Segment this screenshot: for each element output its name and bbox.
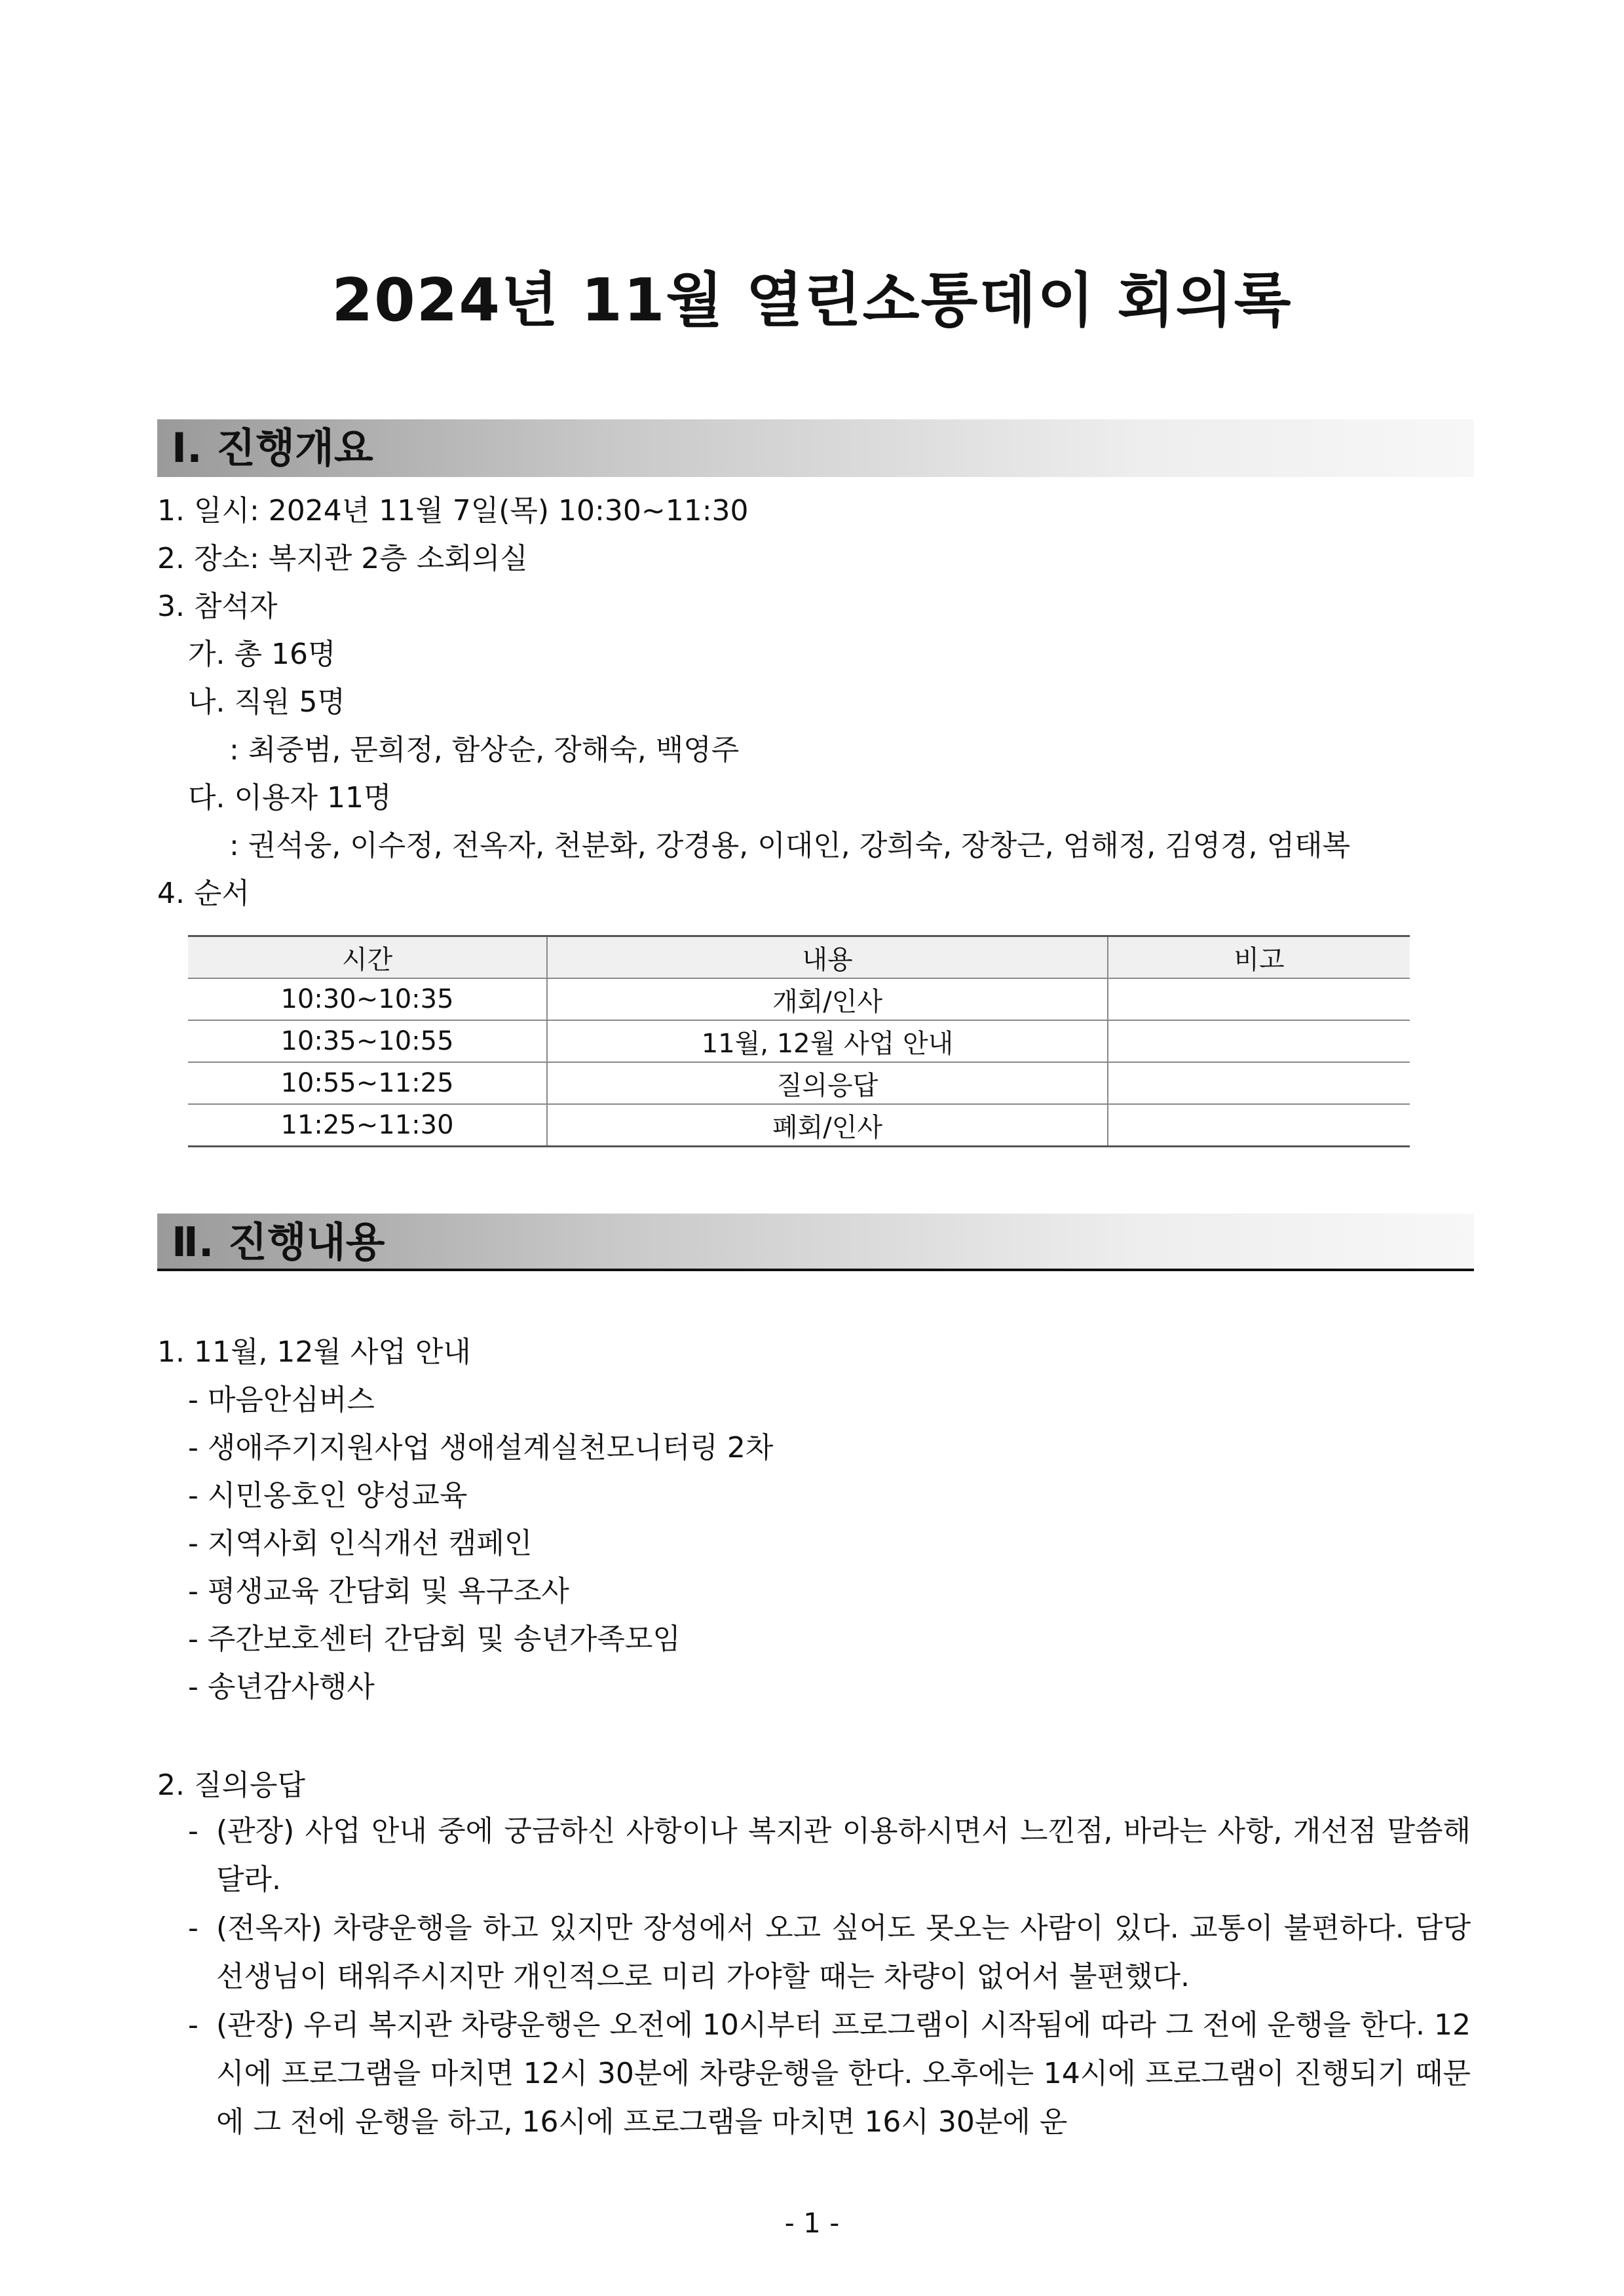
business-item: - 평생교육 간담회 및 욕구조사 [188, 1575, 569, 1608]
meeting-place: 2. 장소: 복지관 2층 소회의실 [157, 542, 528, 575]
attendees-label: 3. 참석자 [157, 590, 278, 623]
qa-item: (관장) 사업 안내 중에 궁금하신 사항이나 복지관 이용하시면서 느낀점, 바라는 사항, 개선점 말씀해달라. [216, 1814, 1471, 1896]
table-header-row [188, 936, 1410, 979]
row-note [1108, 1062, 1410, 1104]
qa-item: (관장) 우리 복지관 차량운행은 오전에 10시부터 프로그램이 시작됨에 따라 그 전에 운행을 한다. 12시에 프로그램을 마치면 12시 30분에 차량운행을 한다. 오후에는 14시에 프로그램이 진행되기 때문에 그 전에 운행을 하고, 16시에 프로그램을 마치면 16시 30분에 운 [216, 2008, 1471, 2139]
qa-item: (전옥자) 차량운행을 하고 있지만 장성에서 오고 싶어도 못오는 사람이 있다. 교통이 불편하다. 담당 선생님이 태워주시지만 개인적으로 미리 가야할 때는 차량이 없어서 불편했다. [216, 1911, 1471, 1993]
attendees-staff: 나. 직원 5명 [188, 685, 345, 719]
row-note [1108, 1104, 1410, 1147]
header-time: 시간 [188, 936, 547, 979]
business-item: - 생애주기지원사업 생애설계실천모니터링 2차 [188, 1431, 774, 1464]
business-item: - 지역사회 인식개선 캠페인 [188, 1527, 533, 1560]
row-time: 10:55~11:25 [188, 1062, 547, 1104]
staff-names: : 최중범, 문희정, 함상순, 장해숙, 백영주 [229, 733, 740, 767]
attendees-total: 가. 총 16명 [188, 638, 336, 671]
row-time: 10:35~10:55 [188, 1020, 547, 1062]
section-1-heading: Ⅰ. 진행개요 [157, 419, 1474, 477]
qa-title: 2. 질의응답 [157, 1769, 305, 1802]
business-item: - 송년감사행사 [188, 1670, 375, 1704]
row-content: 질의응답 [547, 1062, 1108, 1104]
table-row [188, 1062, 1410, 1104]
business-item: - 시민옹호인 양성교육 [188, 1479, 468, 1512]
header-content: 내용 [547, 936, 1108, 979]
row-content: 개회/인사 [547, 978, 1108, 1020]
business-item: - 주간보호센터 간담회 및 송년가족모임 [188, 1622, 681, 1656]
business-title: 1. 11월, 12월 사업 안내 [157, 1335, 471, 1369]
table-row [188, 978, 1410, 1020]
business-item: - 마음안심버스 [188, 1383, 375, 1417]
row-content: 11월, 12월 사업 안내 [547, 1020, 1108, 1062]
qa-dash: - [188, 2008, 198, 2042]
table-row [188, 1104, 1410, 1147]
row-content: 폐회/인사 [547, 1104, 1108, 1147]
user-names: : 권석웅, 이수정, 전옥자, 천분화, 강경용, 이대인, 강희숙, 장창근, 엄해정, 김영경, 엄태복 [229, 829, 1351, 862]
attendees-users: 다. 이용자 11명 [188, 781, 392, 814]
document-title: 2024년 11월 열린소통데이 회의록 [331, 266, 1293, 335]
qa-dash: - [188, 1814, 198, 1848]
table-row [188, 1020, 1410, 1062]
row-note [1108, 978, 1410, 1020]
row-time: 11:25~11:30 [188, 1104, 547, 1147]
meeting-date: 1. 일시: 2024년 11월 7일(목) 10:30~11:30 [157, 494, 749, 527]
schedule-table [188, 935, 1410, 1147]
page-number: - 1 - [784, 2207, 840, 2239]
section-2-heading: Ⅱ. 진행내용 [157, 1214, 1474, 1271]
row-note [1108, 1020, 1410, 1062]
order-label: 4. 순서 [157, 877, 250, 910]
row-time: 10:30~10:35 [188, 978, 547, 1020]
qa-dash: - [188, 1911, 198, 1945]
header-note: 비고 [1108, 936, 1410, 979]
